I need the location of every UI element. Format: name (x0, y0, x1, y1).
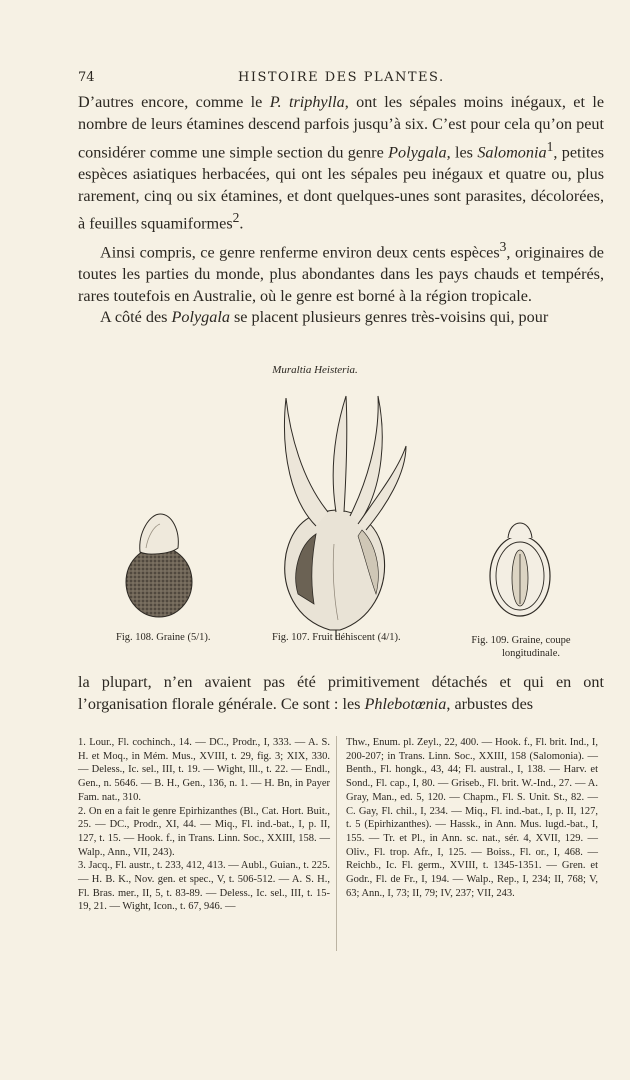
footnote-3: 3. Jacq., Fl. austr., t. 233, 412, 413. — Aubl., Guian., t. 225. — H. B. K., Nov. gen. et spec., V, t. 506-512. — A. S. H., Fl. Bras. mer., II, 5, t. 83-89. — Deless., Ic. sel., III, t. 15-19, 21. — Wight, Icon., t. 67, 946. — (78, 860, 330, 913)
footnote-ref-2: 2 (232, 210, 240, 226)
page-number: 74 (78, 70, 95, 85)
footnote-ref-1: 1 (546, 138, 554, 154)
running-title: HISTOIRE DES PLANTES. (238, 70, 445, 85)
footnotes-right-column (346, 736, 598, 900)
column-divider (336, 736, 337, 951)
paragraph-3: A côté des Polygala se placent plusieurs genres très-voisins qui, pour (100, 308, 549, 327)
paragraph-2: Ainsi compris, ce genre renferme environ deux cents espèces$^3$, originaires de toutes les parties du monde, plus abondantes dans les pays chauds et tempérés, rares toutefois en Australie, où le genre est borné à la région tropicale. (78, 238, 604, 305)
footnote-2: 2. On en a fait le genre Epirhizanthes (Bl., Cat. Hort. Buit., 25. — DC., Prodr., XI, 44. — Miq., Fl. ind.-bat., I, p. II, 127, t. 15. — Hook. f., in Trans. Linn. Soc., XXIII, 158. — Walp., Ann., VII, 243). (78, 805, 330, 858)
caption-fig-108: Fig. 108. Graine (5/1). (116, 632, 211, 643)
paragraph-4: la plupart, n’en avaient pas été primitivement détachés et qui en ont l’organisation florale générale. Ce sont : les Phlebotœnia, arbustes des (78, 673, 604, 713)
body-text-bottom (78, 672, 604, 716)
footnote-1: 1. Lour., Fl. cochinch., 14. — DC., Prodr., I, 333. — A. S. H. et Moq., in Mém. Mus., XVIII, t. 29, fig. 3; XIX, 330. — Deless., Ic. sel., III, t. 19. — Wight, Ill., t. 22. — Endl., Gen., n. 5646. — B. H., Gen., 136, n. 1. — H. Bn, in Payer Fam. nat., 310. (78, 737, 330, 803)
figure-title: Muraltia Heisteria. (272, 364, 358, 376)
caption-fig-109: Fig. 109. Graine, coupe longitudinale. (471, 635, 571, 659)
seed-section-illustration (482, 508, 558, 624)
caption-fig-107: Fig. 107. Fruit déhiscent (4/1). (272, 632, 401, 643)
figure-plate (0, 380, 630, 659)
dehiscent-fruit-illustration (246, 394, 426, 640)
footnote-3-continued: Thw., Enum. pl. Zeyl., 22, 400. — Hook. f., Fl. brit. Ind., I, 200-207; in Trans. Linn. Soc., XXIII, 158 (Salomonia). — Benth., Fl. hongk., 43, 44; Fl. austral., I, 138. — Harv. et Sond., Fl. cap., I, 80. — Griseb., Fl. brit. W.-Ind., 27. — A. Gray, Man., ed. 5, 120. — Chapm., Fl. S. Unit. St., 82. — C. Gay, Fl. chil., I, 234. — Miq., Fl. ind.-bat., I, p. II, 127, t. 5 (Epirhizanthes). — Hassk., in Ann. Mus. lugd.-bat., I, 155. — Tr. et Pl., in Ann. sc. nat., sér. 4, XVII, 129. — Oliv., Fl. trop. Afr., I, 125. — Boiss., Fl. or., I, 468. — Reichb., Ic. Fl. germ., XVIII, t. 1345-1351. — Gren. et Godr., Fl. de Fr., I, 194. — Walp., Rep., I, 234; II, 768; V, 63; Ann., I, 73; II, 79; IV, 237; VII, 243. (346, 737, 598, 899)
footnotes-left-column (78, 736, 330, 914)
seed-illustration (118, 508, 200, 620)
body-text-top (78, 92, 604, 329)
footnote-ref-3: 3 (499, 238, 507, 254)
paragraph-1: D’autres encore, comme le P. triphylla, ont les sépales moins inégaux, et le nombre de leurs étamines descend parfois jusqu’à six. C’est pour cela qu’on peut considérer comme une simple section du genre Polygala, les Salomonia$^1$, petites espèces asiatiques herbacées, qui ont les sépales peu inégaux et quatre ou, plus rarement, cinq ou six étamines, et dont quelques-unes sont parasites, décolorées, à feuilles squamiformes$^2$. (78, 93, 605, 233)
footnotes (78, 736, 606, 966)
page-header (78, 70, 606, 90)
